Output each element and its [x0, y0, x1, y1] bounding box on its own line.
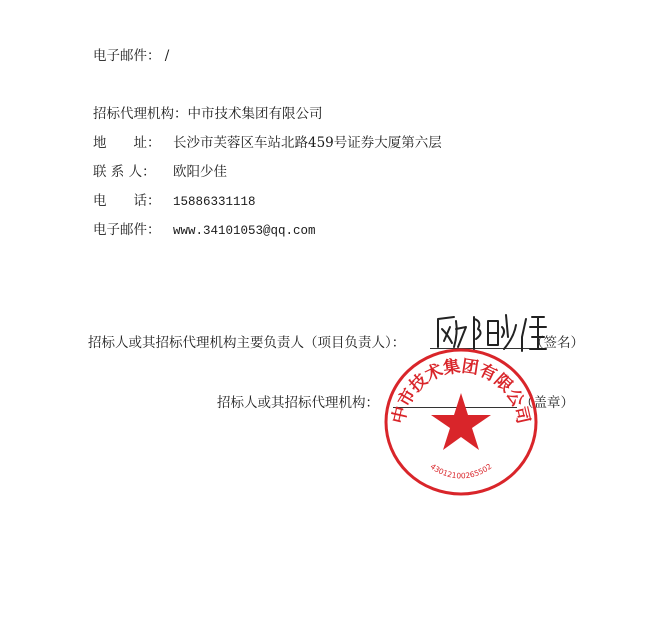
seal-number: 4301210026550​2 [428, 461, 494, 481]
top-email-line [93, 44, 169, 64]
top-email-label: 电子邮件： [93, 48, 161, 64]
handwritten-signature [432, 307, 547, 355]
agency-email-value: www.34101053@qq.com [173, 224, 316, 238]
agency-phone-label: 电 话： [93, 193, 161, 209]
agency-email-label: 电子邮件： [93, 222, 161, 238]
agency-address-line [93, 131, 442, 151]
stamp-suffix: （盖章） [520, 395, 574, 411]
agency-name-line [93, 102, 323, 122]
signature-suffix: （签名） [530, 335, 584, 351]
agency-email-line [93, 218, 316, 238]
agency-contact-line [93, 160, 227, 180]
top-email-value: / [164, 48, 170, 64]
agency-phone-value: 15886331118 [173, 195, 256, 209]
agency-contact-label: 联 系 人： [93, 164, 156, 180]
agency-address-label: 地 址： [93, 135, 161, 151]
seal-company-name: 中市技术集团有限公司 [388, 356, 534, 426]
agency-phone-line [93, 189, 256, 209]
agency-name-label: 招标代理机构： [93, 106, 188, 122]
company-seal-stamp [382, 345, 540, 497]
principal-signature-label: 招标人或其招标代理机构主要负责人（项目负责人）： [88, 335, 406, 351]
agency-contact-value: 欧阳少佳 [173, 164, 227, 180]
seal-star-icon [431, 393, 491, 450]
stamp-label: 招标人或其招标代理机构： [217, 395, 379, 411]
agency-name-value: 中市技术集团有限公司 [187, 106, 323, 122]
agency-address-value: 长沙市芙蓉区车站北路459号证券大厦第六层 [173, 135, 442, 151]
